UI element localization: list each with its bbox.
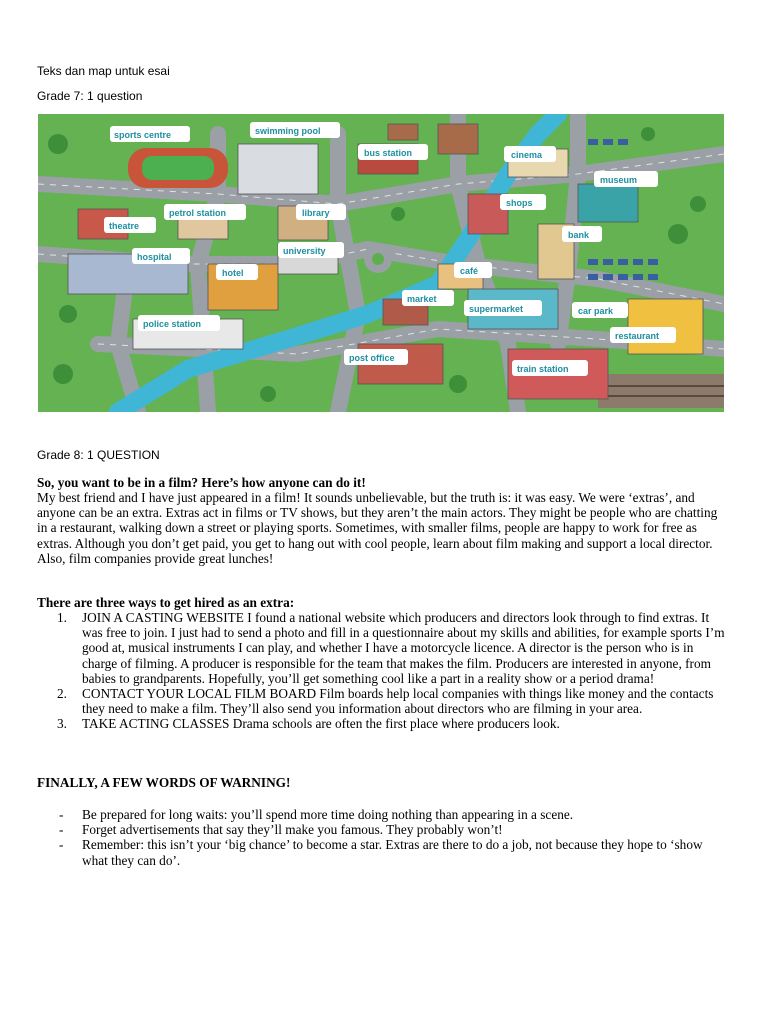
- steps-list: [37, 610, 727, 732]
- warning-heading: FINALLY, A FEW WORDS OF WARNING!: [37, 775, 291, 790]
- map-label-car-park: car park: [578, 306, 614, 316]
- list-item: [37, 686, 727, 716]
- map-label-theatre: theatre: [109, 221, 140, 231]
- list-number: 1.: [57, 610, 67, 625]
- map-label-bus-station: bus station: [364, 148, 413, 158]
- map-label-cafe: café: [460, 266, 479, 276]
- map-label-hospital: hospital: [137, 252, 172, 262]
- list-text: CONTACT YOUR LOCAL FILM BOARD Film boards help local companies with things like money and the contacts they need to make a film. They’ll also send you information about directors who are filming in your area.: [82, 686, 714, 717]
- list-item: [37, 610, 727, 686]
- list-text: Be prepared for long waits: you’ll spend more time doing nothing than appearing in a scene.: [82, 807, 574, 822]
- map-label-restaurant: restaurant: [615, 331, 660, 341]
- document-title: Teks dan map untuk esai: [37, 64, 170, 78]
- map-label-university: university: [283, 246, 326, 256]
- map-label-shops: shops: [506, 198, 533, 208]
- grade8-label: Grade 8: 1 QUESTION: [37, 448, 160, 462]
- warnings-list: [37, 807, 727, 868]
- map-label-supermarket: supermarket: [469, 304, 524, 314]
- list-number: 2.: [57, 686, 67, 702]
- map-label-museum: museum: [600, 175, 638, 185]
- grade7-label: Grade 7: 1 question: [37, 89, 143, 103]
- map-label-post-office: post office: [349, 353, 395, 363]
- map-label-cinema: cinema: [511, 150, 543, 160]
- list-text: JOIN A CASTING WEBSITE I found a national website which producers and directors look through to find extras. It was free to join. I just had to send a photo and fill in a questionnaire about my skills and abilities, for example sports I’m good at, musical instruments I can play, and whether I have a motorcycle licence. A director is the person who is in charge of filming. A producer is responsible for the team that makes the film. Producers are interested in anyone, from babies to grandparents. Hopefully, you’ll get something cool like a part in a reality show or a period drama!: [82, 610, 725, 686]
- map-label-bank: bank: [568, 230, 590, 240]
- article-heading: So, you want to be in a film? Here’s how anyone can do it!: [37, 475, 366, 490]
- map-label-train-station: train station: [517, 364, 569, 374]
- list-dash: -: [59, 837, 64, 853]
- map-label-police-station: police station: [143, 319, 202, 329]
- list-item: [37, 822, 727, 837]
- map-label-hotel: hotel: [222, 268, 244, 278]
- town-map: [38, 114, 724, 412]
- list-dash: -: [59, 807, 64, 822]
- list-text: Remember: this isn’t your ‘big chance’ to become a star. Extras are there to do a job, not because they hope to ‘show what they can do’.: [82, 837, 703, 868]
- ways-heading: There are three ways to get hired as an extra:: [37, 595, 295, 610]
- list-item: [37, 837, 727, 867]
- list-text: TAKE ACTING CLASSES Drama schools are often the first place where producers look.: [82, 716, 560, 732]
- list-dash: -: [59, 822, 64, 838]
- map-label-petrol-station: petrol station: [169, 208, 227, 218]
- article-intro: My best friend and I have just appeared in a film! It sounds unbelievable, but the truth is: it was easy. We were ‘extras’, and anyone can be an extra. Extras act in films or TV shows, but they aren’t the main actors. They might be people who are chatting in a restaurant, walking down a street or playing sports. Sometimes, with smaller films, people are happy to work for free as extras. Although you don’t get paid, you get to hang out with cool people, learn about film making and support a local director. Also, film companies provide great lunches!: [37, 490, 718, 566]
- list-text: Forget advertisements that say they’ll make you famous. They probably won’t!: [82, 822, 503, 838]
- list-number: 3.: [57, 716, 67, 732]
- map-label-market: market: [407, 294, 437, 304]
- map-label-swimming-pool: swimming pool: [255, 126, 321, 136]
- list-item: [37, 807, 727, 822]
- map-label-sports-centre: sports centre: [114, 130, 172, 140]
- map-label-library: library: [302, 208, 330, 218]
- list-item: [37, 716, 727, 731]
